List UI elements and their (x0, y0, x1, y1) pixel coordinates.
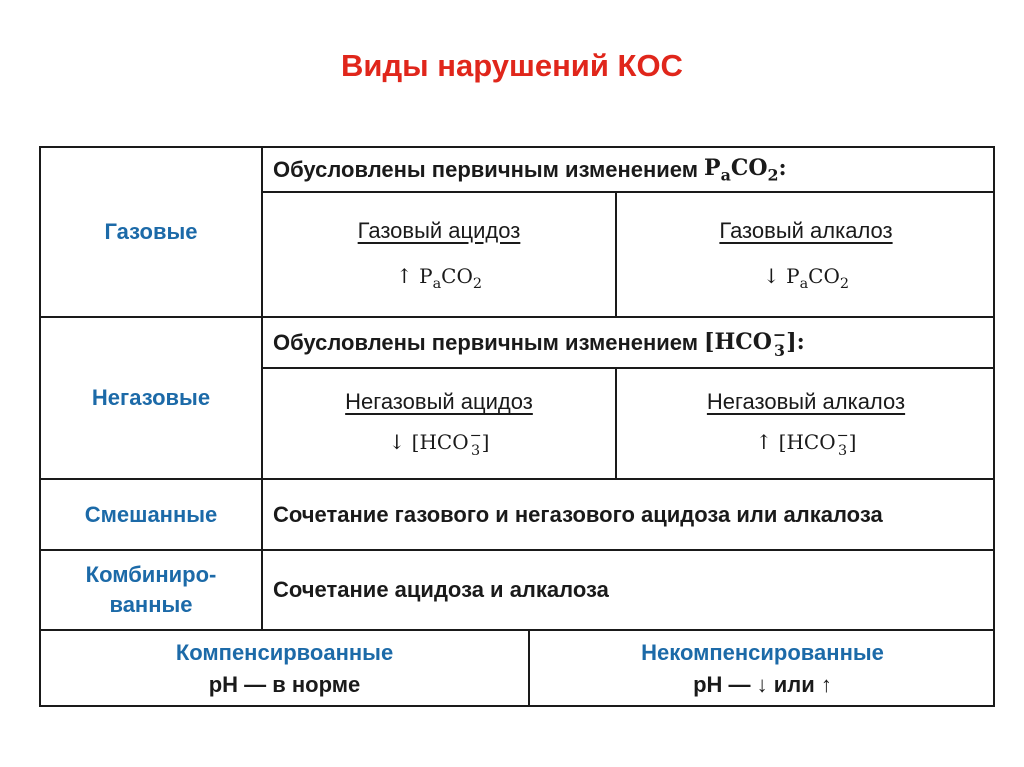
nongas-acidosis-formula: ↓ [HCO − 3 ] (388, 428, 490, 459)
hco3-formula: [HCO − 3 ]: (704, 324, 805, 360)
mixed-text: Сочетание газового и негазового ацидоза или алкалоза (273, 501, 883, 527)
category-mixed: Смешанные (84, 501, 218, 527)
nongas-alkalosis-cell (617, 369, 995, 478)
category-combined: Комбиниро- ванные (85, 562, 217, 617)
kos-table (39, 146, 995, 707)
uncompensated-cell (530, 631, 995, 707)
nongas-alkalosis-formula: ↑ [HCO − 3 ] (755, 428, 857, 459)
paco2-formula: $P_aCO_2$: (704, 154, 787, 185)
gas-acidosis-name: Газовый ацидоз (357, 217, 521, 243)
nongas-acidosis-cell (263, 369, 615, 478)
category-gas: Газовые (104, 219, 198, 244)
gas-alkalosis-formula: ↓ $P_aCO_2$ (762, 263, 850, 292)
nongas-header: Обусловлены первичным изменением [HCO − 3 ]: (273, 324, 805, 360)
compensated-label: Компенсирвоанные (175, 640, 394, 665)
nongas-acidosis-name: Негазовый ацидоз (345, 389, 533, 415)
page-title: Виды нарушений КОС (341, 48, 683, 83)
gas-acidosis-formula: ↑ $P_aCO_2$ (395, 263, 483, 292)
nongas-alkalosis-name: Негазовый алкалоз (706, 389, 906, 415)
gas-header: Обусловлены первичным изменением $P_aCO_2$: (273, 154, 787, 185)
gas-alkalosis-cell (617, 193, 995, 316)
gas-alkalosis-name: Газовый алкалоз (719, 217, 893, 243)
uncompensated-value: pH — ↓ или ↑ (693, 672, 832, 697)
compensated-cell (41, 631, 528, 707)
gas-acidosis-cell (263, 193, 615, 316)
uncompensated-label: Некомпенсированные (641, 640, 884, 665)
category-nongas: Негазовые (91, 385, 211, 410)
combined-text: Сочетание ацидоза и алкалоза (273, 577, 609, 602)
compensated-value: pH — в норме (208, 672, 361, 697)
